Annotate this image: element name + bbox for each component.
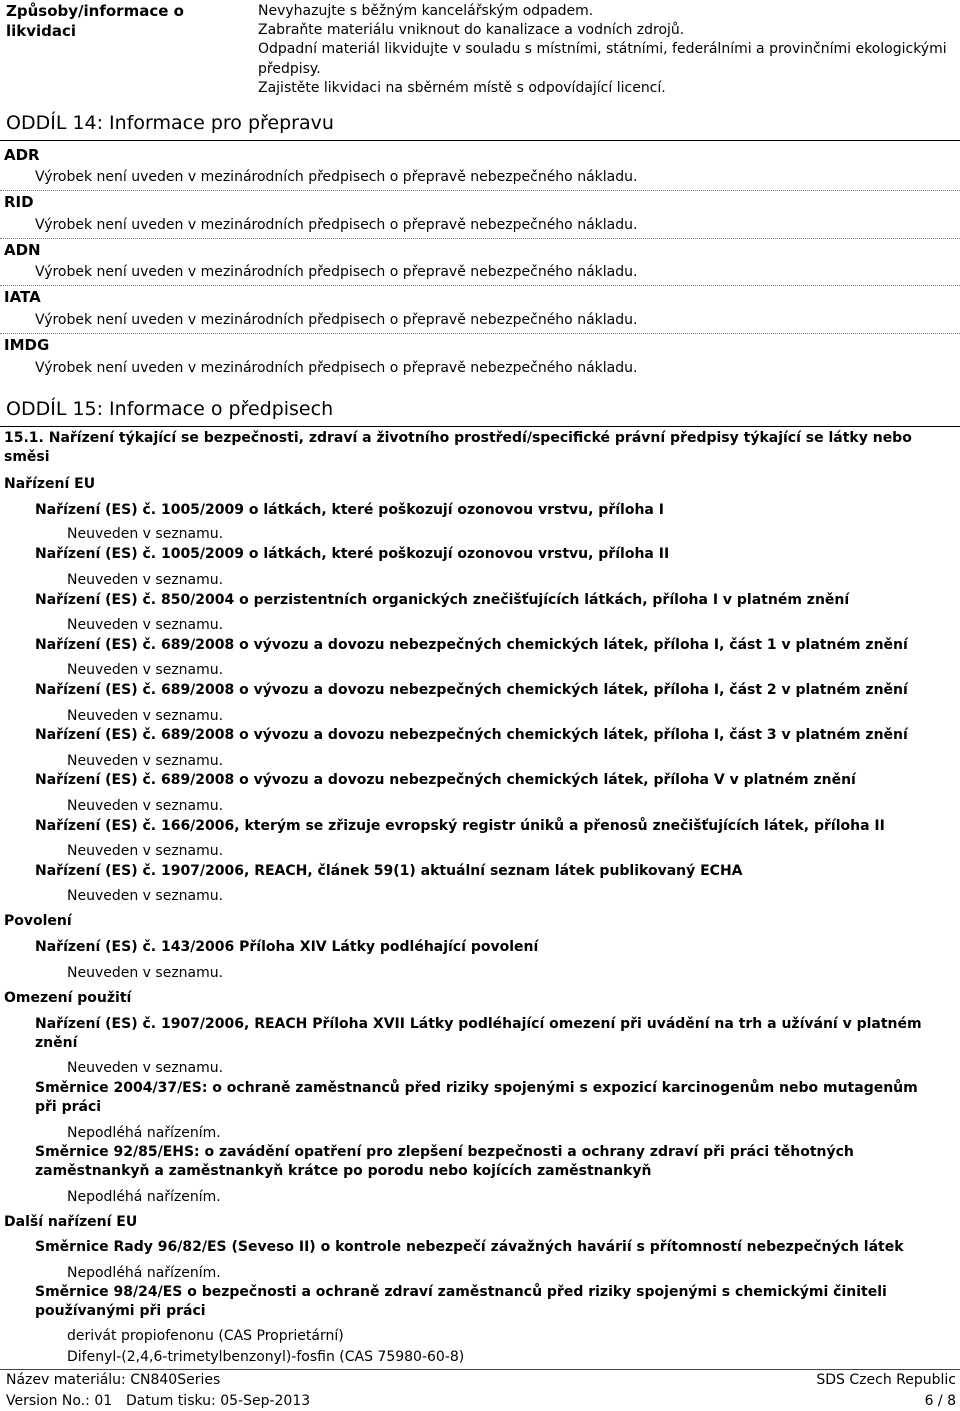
regulation-title: Nařízení (ES) č. 143/2006 Příloha XIV Látky podléhající povolení [35,939,539,955]
regulation-title: Nařízení (ES) č. 689/2008 o vývozu a dovozu nebezpečných chemických látek, příloha I, část 3 v platném znění [35,727,908,743]
regulation-status: Neuveden v seznamu. [67,843,224,859]
regulation-status: Neuveden v seznamu. [67,526,224,542]
disposal-text: Odpadní materiál likvidujte v souladu s místními, státními, federálními a provinčními ekologickými [258,41,947,57]
regulation-status: Neuveden v seznamu. [67,572,224,588]
regulation-status: Neuveden v seznamu. [67,965,224,981]
transport-text-imdg: Výrobek není uveden v mezinárodních předpisech o přepravě nebezpečného nákladu. [35,360,638,376]
substance-entry: derivát propiofenonu (CAS Proprietární) [67,1328,344,1344]
regulation-status: Neuveden v seznamu. [67,753,224,769]
dotted-divider [0,238,960,239]
transport-text-adr: Výrobek není uveden v mezinárodních předpisech o přepravě nebezpečného nákladu. [35,169,638,185]
regulation-status: Neuveden v seznamu. [67,662,224,678]
directive-title: zaměstnankyň a zaměstnankyň krátce po porodu nebo kojících zaměstnankyň [35,1163,652,1179]
transport-label-imdg: IMDG [4,336,50,354]
regulation-title: Nařízení (ES) č. 1005/2009 o látkách, které poškozují ozonovou vrstvu, příloha I [35,502,664,518]
regulation-title: znění [35,1035,78,1051]
directive-status: Nepodléhá nařízením. [67,1189,221,1205]
footer-page-number: 6 / 8 [924,1393,956,1409]
regulation-title: Nařízení (ES) č. 1907/2006, REACH Příloha XVII Látky podléhající omezení při uvádění na trh a užívání v platném [35,1016,922,1032]
regulation-status: Neuveden v seznamu. [67,888,224,904]
footer-version: Version No.: 01 [6,1393,113,1409]
eu-regulations-heading: Nařízení EU [4,476,96,492]
regulation-title: Nařízení (ES) č. 166/2006, kterým se zřizuje evropský registr úniků a přenosů znečišťujících látek, příloha II [35,818,885,834]
disposal-label-line2: likvidaci [6,22,77,40]
dotted-divider [0,333,960,334]
subsection-heading: 15.1. Nařízení týkající se bezpečnosti, zdraví a životního prostředí/specifické právní předpisy týkající se látky nebo [4,430,912,446]
regulation-title: Nařízení (ES) č. 689/2008 o vývozu a dovozu nebezpečných chemických látek, příloha V v platném znění [35,772,856,788]
disposal-text: Nevyhazujte s běžným kancelářským odpadem. [258,3,594,19]
dotted-divider [0,285,960,286]
footer-print-date: Datum tisku: 05-Sep-2013 [126,1393,311,1409]
section-14-title: ODDÍL 14: Informace pro přepravu [6,112,334,134]
disposal-text: předpisy. [258,61,321,77]
restriction-heading: Omezení použití [4,990,132,1006]
substance-entry: Difenyl-(2,4,6-trimetylbenzonyl)-fosfin (CAS 75980-60-8) [67,1349,465,1365]
subsection-heading: směsi [4,449,50,465]
directive-title: při práci [35,1099,102,1115]
transport-text-adn: Výrobek není uveden v mezinárodních předpisech o přepravě nebezpečného nákladu. [35,264,638,280]
transport-label-iata: IATA [4,288,41,306]
regulation-title: Nařízení (ES) č. 689/2008 o vývozu a dovozu nebezpečných chemických látek, příloha I, část 1 v platném znění [35,637,908,653]
disposal-text: Zajistěte likvidaci na sběrném místě s odpovídající licencí. [258,80,666,96]
section-divider [0,426,960,427]
transport-label-rid: RID [4,193,34,211]
other-eu-heading: Další nařízení EU [4,1214,138,1230]
regulation-status: Neuveden v seznamu. [67,617,224,633]
regulation-title: Nařízení (ES) č. 1907/2006, REACH, článek 59(1) aktuální seznam látek publikovaný ECHA [35,863,743,879]
transport-text-rid: Výrobek není uveden v mezinárodních předpisech o přepravě nebezpečného nákladu. [35,217,638,233]
disposal-text: Zabraňte materiálu vniknout do kanalizace a vodních zdrojů. [258,22,685,38]
section-15-title: ODDÍL 15: Informace o předpisech [6,398,334,420]
section-divider [0,140,960,141]
regulation-status: Neuveden v seznamu. [67,708,224,724]
directive-title: Směrnice 2004/37/ES: o ochraně zaměstnanců před riziky spojenými s expozicí karcinogenům nebo mutagenům [35,1080,918,1096]
regulation-status: Neuveden v seznamu. [67,1060,224,1076]
transport-text-iata: Výrobek není uveden v mezinárodních předpisech o přepravě nebezpečného nákladu. [35,312,638,328]
regulation-title: Nařízení (ES) č. 1005/2009 o látkách, které poškozují ozonovou vrstvu, příloha II [35,546,670,562]
regulation-title: Nařízení (ES) č. 689/2008 o vývozu a dovozu nebezpečných chemických látek, příloha I, část 2 v platném znění [35,682,908,698]
footer-material-name: Název materiálu: CN840Series [6,1372,221,1388]
regulation-status: Neuveden v seznamu. [67,798,224,814]
directive-status: Nepodléhá nařízením. [67,1265,221,1281]
dotted-divider [0,190,960,191]
directive-title: Směrnice 98/24/ES o bezpečnosti a ochraně zdraví zaměstnanců před riziky spojenými s chemickými činiteli [35,1284,887,1300]
transport-label-adn: ADN [4,241,41,259]
transport-label-adr: ADR [4,146,40,164]
directive-status: Nepodléhá nařízením. [67,1125,221,1141]
footer-divider [0,1369,960,1370]
authorisation-heading: Povolení [4,913,72,929]
directive-title: Směrnice 92/85/EHS: o zavádění opatření pro zlepšení bezpečnosti a ochrany zdraví při práci těhotných [35,1144,854,1160]
regulation-title: Nařízení (ES) č. 850/2004 o perzistentních organických znečišťujících látkách, příloha I v platném znění [35,592,850,608]
disposal-label-line1: Způsoby/informace o [6,2,184,20]
directive-title: používanými při práci [35,1303,206,1319]
footer-sds-label: SDS Czech Republic [816,1372,956,1388]
directive-title: Směrnice Rady 96/82/ES (Seveso II) o kontrole nebezpečí závažných havárií s přítomností nebezpečných látek [35,1239,904,1255]
